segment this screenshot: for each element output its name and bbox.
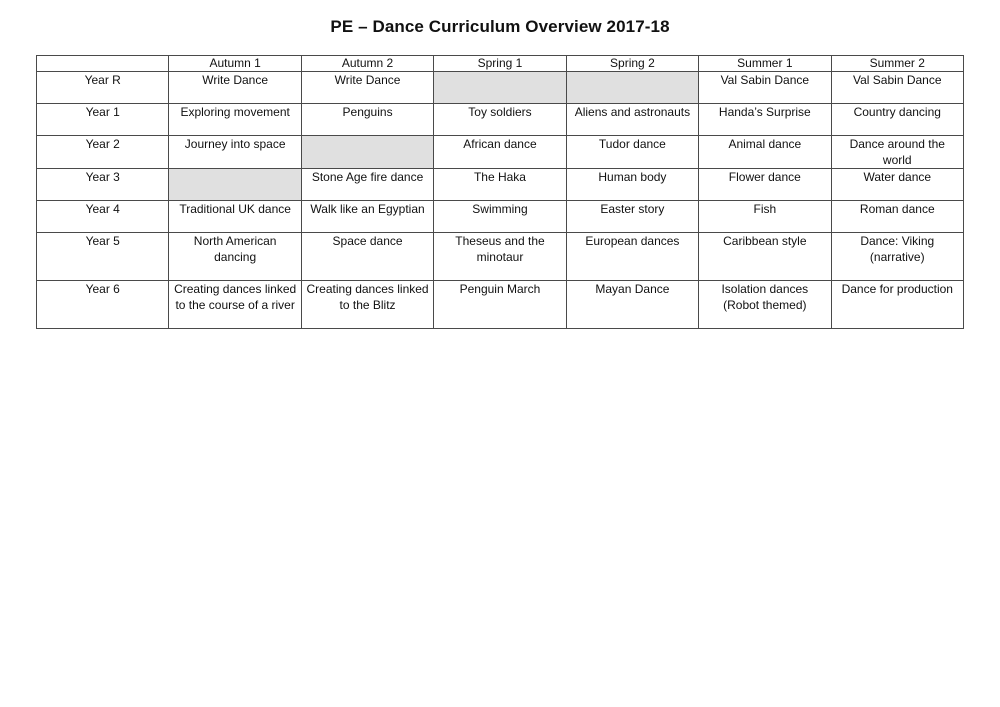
table-row	[37, 201, 964, 233]
topic-cell: Fish	[699, 201, 831, 233]
topic-cell	[169, 169, 301, 201]
topic-cell: Water dance	[831, 169, 963, 201]
table-row	[37, 169, 964, 201]
topic-cell: Creating dances linked to the Blitz	[301, 281, 433, 329]
topic-cell: Write Dance	[301, 72, 433, 104]
topic-cell: African dance	[434, 136, 566, 169]
topic-cell: Exploring movement	[169, 104, 301, 136]
year-label: Year 6	[37, 281, 169, 329]
topic-cell: Flower dance	[699, 169, 831, 201]
topic-cell: Dance for production	[831, 281, 963, 329]
topic-cell	[301, 136, 433, 169]
topic-cell: Dance: Viking (narrative)	[831, 233, 963, 281]
term-header: Autumn 2	[301, 56, 433, 72]
table-row	[37, 136, 964, 169]
topic-cell: Aliens and astronauts	[566, 104, 698, 136]
year-label: Year 2	[37, 136, 169, 169]
topic-cell: Penguin March	[434, 281, 566, 329]
topic-cell: Creating dances linked to the course of a river	[169, 281, 301, 329]
term-header: Spring 2	[566, 56, 698, 72]
topic-cell: Tudor dance	[566, 136, 698, 169]
term-header: Autumn 1	[169, 56, 301, 72]
year-label: Year 4	[37, 201, 169, 233]
table-row	[37, 233, 964, 281]
topic-cell: Toy soldiers	[434, 104, 566, 136]
year-label: Year 5	[37, 233, 169, 281]
topic-cell: Animal dance	[699, 136, 831, 169]
topic-cell: European dances	[566, 233, 698, 281]
topic-cell: Traditional UK dance	[169, 201, 301, 233]
topic-cell: Easter story	[566, 201, 698, 233]
topic-cell: Stone Age fire dance	[301, 169, 433, 201]
topic-cell: Country dancing	[831, 104, 963, 136]
topic-cell: Penguins	[301, 104, 433, 136]
topic-cell: Val Sabin Dance	[831, 72, 963, 104]
topic-cell: Val Sabin Dance	[699, 72, 831, 104]
header-row	[37, 56, 964, 72]
year-label: Year 3	[37, 169, 169, 201]
topic-cell: The Haka	[434, 169, 566, 201]
table-row	[37, 281, 964, 329]
topic-cell: Walk like an Egyptian	[301, 201, 433, 233]
topic-cell: Caribbean style	[699, 233, 831, 281]
topic-cell: Roman dance	[831, 201, 963, 233]
year-label: Year 1	[37, 104, 169, 136]
page-title: PE – Dance Curriculum Overview 2017-18	[330, 17, 670, 36]
term-header: Summer 2	[831, 56, 963, 72]
topic-cell: Swimming	[434, 201, 566, 233]
term-header: Summer 1	[699, 56, 831, 72]
topic-cell: North American dancing	[169, 233, 301, 281]
topic-cell: Handa’s Surprise	[699, 104, 831, 136]
topic-cell	[434, 72, 566, 104]
curriculum-table	[36, 55, 964, 329]
topic-cell: Isolation dances (Robot themed)	[699, 281, 831, 329]
topic-cell	[566, 72, 698, 104]
corner-cell	[37, 56, 169, 72]
topic-cell: Space dance	[301, 233, 433, 281]
table-row	[37, 72, 964, 104]
year-label: Year R	[37, 72, 169, 104]
topic-cell: Journey into space	[169, 136, 301, 169]
topic-cell: Write Dance	[169, 72, 301, 104]
topic-cell: Mayan Dance	[566, 281, 698, 329]
table-row	[37, 104, 964, 136]
topic-cell: Theseus and the minotaur	[434, 233, 566, 281]
topic-cell: Dance around the world	[831, 136, 963, 169]
topic-cell: Human body	[566, 169, 698, 201]
term-header: Spring 1	[434, 56, 566, 72]
